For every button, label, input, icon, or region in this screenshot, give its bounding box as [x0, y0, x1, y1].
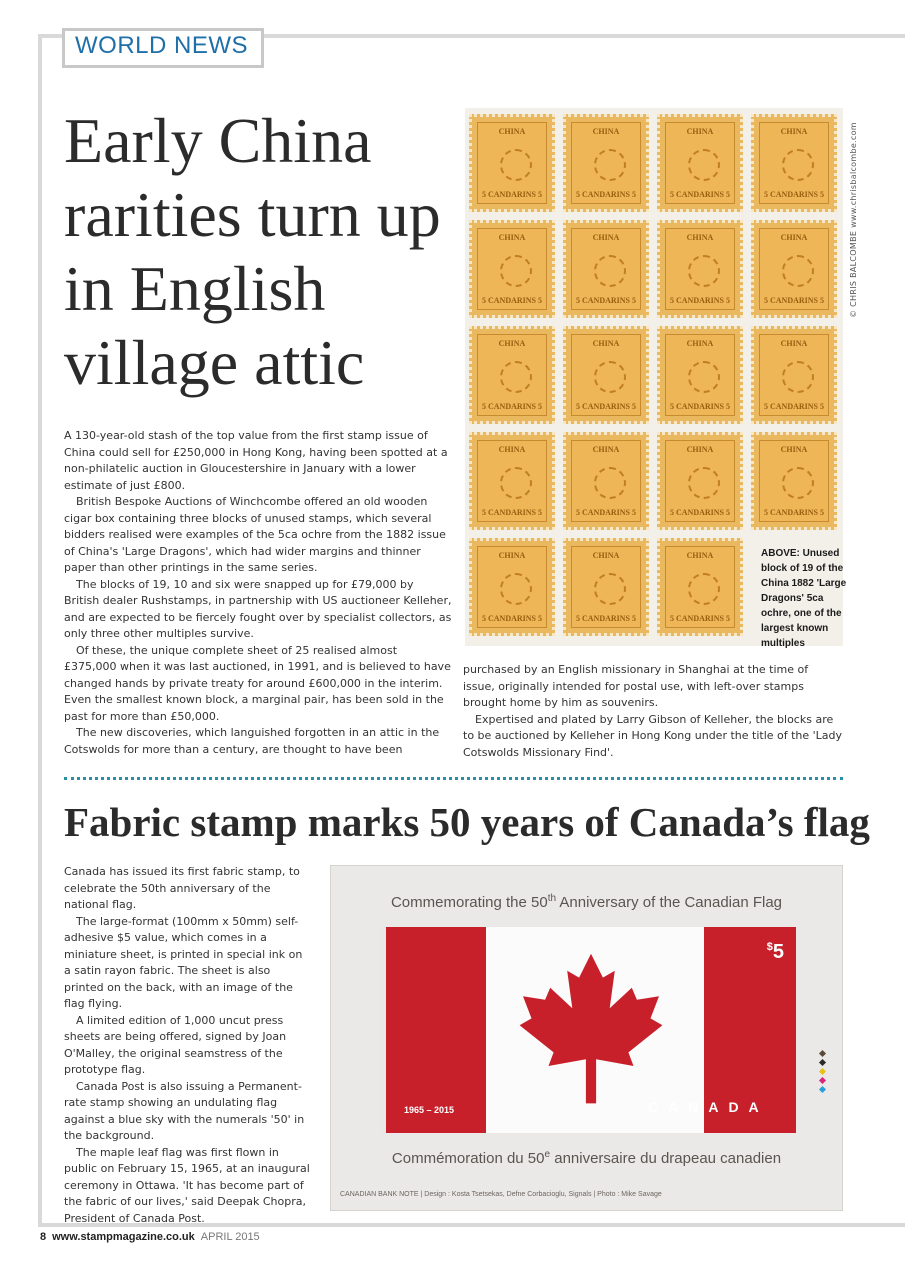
china-large-dragon-stamp: [657, 326, 743, 424]
dragon-icon: [782, 149, 814, 181]
stamp-frame: [571, 228, 641, 310]
dragon-icon: [688, 255, 720, 287]
article2-paragraph: Canada has issued its first fabric stamp, to celebrate the 50th anniversary of the national flag.: [64, 865, 300, 911]
stamp-bottom-text: 5 CANDARINS 5: [763, 402, 824, 411]
dragon-icon: [594, 573, 626, 605]
stamp-bottom-text: 5 CANDARINS 5: [763, 296, 824, 305]
china-large-dragon-stamp: [657, 432, 743, 530]
stamp-top-text: CHINA: [498, 127, 526, 136]
china-large-dragon-stamp: [751, 432, 837, 530]
article1-headline: Early China rarities turn up in English village attic: [64, 105, 441, 398]
article1-paragraph: The new discoveries, which languished forgotten in an attic in the Cotswolds for more than a century, are thought to have been: [64, 726, 440, 756]
dragon-icon: [500, 573, 532, 605]
stamp-top-text: CHINA: [780, 127, 808, 136]
stamp-top-text: CHINA: [498, 551, 526, 560]
china-large-dragon-stamp: [563, 538, 649, 636]
article2-paragraph: The maple leaf flag was first flown in public on February 15, 1965, at an inaugural ceremony in Ottawa. 'It has become part of the fabric of our lives,' said Deepak Chopra, President of Canada Post.: [64, 1145, 310, 1225]
dragon-icon: [500, 361, 532, 393]
china-large-dragon-stamp: [469, 432, 555, 530]
page-frame-left: [38, 34, 42, 1227]
stamp-bottom-text: 5 CANDARINS 5: [481, 508, 542, 517]
sheet-printer-credit: CANADIAN BANK NOTE | Design : Kosta Tsetsekas, Defne Corbacioglu, Signals | Photo : Mike Savage: [340, 1191, 662, 1198]
china-large-dragon-stamp: [469, 326, 555, 424]
stamp-top-text: CHINA: [498, 339, 526, 348]
stamp-frame: [571, 440, 641, 522]
stamp-frame: [759, 334, 829, 416]
article1-column-right: [463, 662, 843, 761]
dragon-icon: [500, 149, 532, 181]
stamp-bottom-text: 5 CANDARINS 5: [481, 190, 542, 199]
article1-paragraph: The blocks of 19, 10 and six were snapped up for £79,000 by British dealer Rushstamps, in partnership with US auctioneer Kelleher, and are expected to be fiercely fought over by specialist collectors, as only three other multiples survive.: [64, 577, 452, 640]
dragon-icon: [688, 361, 720, 393]
stamp-top-text: CHINA: [686, 551, 714, 560]
stamp-bottom-text: 5 CANDARINS 5: [669, 190, 730, 199]
dragon-icon: [594, 361, 626, 393]
stamp-top-text: CHINA: [780, 445, 808, 454]
stamp-bottom-text: 5 CANDARINS 5: [669, 296, 730, 305]
stamp-bottom-text: 5 CANDARINS 5: [575, 402, 636, 411]
article2-paragraph: Canada Post is also issuing a Permanent-rate stamp showing an undulating flag against a blue sky with the numerals '50' in the background.: [64, 1079, 305, 1142]
article2-headline: Fabric stamp marks 50 years of Canada’s flag: [64, 799, 870, 845]
stamp-top-text: CHINA: [686, 339, 714, 348]
dragon-icon: [594, 467, 626, 499]
sheet-title-english: Commemorating the 50th Anniversary of the Canadian Flag: [390, 893, 783, 911]
china-large-dragon-stamp: [563, 220, 649, 318]
stamp-top-text: CHINA: [592, 445, 620, 454]
china-large-dragon-stamp: [469, 220, 555, 318]
stamp-frame: [571, 122, 641, 204]
stamp-top-text: CHINA: [592, 551, 620, 560]
stamp-bottom-text: 5 CANDARINS 5: [481, 296, 542, 305]
stamp-years: 1965 – 2015: [404, 1105, 455, 1115]
dragon-icon: [500, 467, 532, 499]
stamp-frame: [477, 122, 547, 204]
stamp-top-text: CHINA: [686, 445, 714, 454]
stamp-bottom-text: 5 CANDARINS 5: [575, 296, 636, 305]
article1-paragraph: Of these, the unique complete sheet of 25 realised almost £375,000 when it was last auctioned, in 1991, and is believed to have changed hands by private treaty for around £600,000 in the interim. Even the smallest known block, a marginal pair, has been sold in the past for more than £50,000.: [64, 643, 451, 723]
photo-caption: ABOVE: Unused block of 19 of the China 1882 'Large Dragons' 5ca ochre, one of the largest known multiples: [761, 548, 847, 649]
stamp-frame: [477, 228, 547, 310]
article2-paragraph: A limited edition of 1,000 uncut press sheets are being offered, signed by Joan O'Malley, the original seamstress of the prototype flag.: [64, 1013, 287, 1076]
article1-column-left: [64, 428, 452, 758]
article2-column: [64, 864, 312, 1227]
stamp-frame: [571, 546, 641, 628]
stamp-top-text: CHINA: [592, 233, 620, 242]
flag-red-band-left: [386, 927, 486, 1133]
stamp-frame: [665, 440, 735, 522]
stamp-top-text: CHINA: [498, 233, 526, 242]
stamp-bottom-text: 5 CANDARINS 5: [575, 190, 636, 199]
china-large-dragon-stamp: [751, 220, 837, 318]
stamp-top-text: CHINA: [592, 127, 620, 136]
china-large-dragon-stamp: [469, 538, 555, 636]
china-large-dragon-stamp: [563, 432, 649, 530]
stamp-top-text: CHINA: [592, 339, 620, 348]
stamp-frame: [759, 122, 829, 204]
dragon-icon: [500, 255, 532, 287]
stamp-bottom-text: 5 CANDARINS 5: [763, 508, 824, 517]
stamp-bottom-text: 5 CANDARINS 5: [481, 402, 542, 411]
dragon-icon: [688, 467, 720, 499]
dragon-icon: [688, 573, 720, 605]
china-large-dragon-stamp: [563, 114, 649, 212]
china-large-dragon-stamp: [751, 326, 837, 424]
stamp-denomination: $5: [766, 941, 784, 963]
stamp-frame: [477, 440, 547, 522]
article1-paragraph: A 130-year-old stash of the top value from the first stamp issue of China could sell for £250,000 in Hong Kong, having been spotted at a non-philatelic auction in Gloucestershire in January with a lower estimate of just £800.: [64, 429, 448, 492]
stamp-top-text: CHINA: [686, 233, 714, 242]
stamp-frame: [759, 440, 829, 522]
colour-registration-marks: [820, 1051, 826, 1096]
photo-credit: © CHRIS BALCOMBE www.chrisbalcombe.com: [849, 122, 858, 318]
footer-url[interactable]: www.stampmagazine.co.uk: [52, 1231, 195, 1243]
article1-paragraph: Expertised and plated by Larry Gibson of Kelleher, the blocks are to be auctioned by Kelleher in Hong Kong under the title of the 'Lady Cotswolds Missionary Find'.: [463, 712, 843, 759]
article2-paragraph: The large-format (100mm x 50mm) self-adhesive $5 value, which comes in a miniature sheet, is printed in special ink on a satin rayon fabric. The sheet is also printed on the back, with an image of the flag flying.: [64, 914, 303, 1010]
stamp-frame: [571, 334, 641, 416]
stamp-bottom-text: 5 CANDARINS 5: [481, 614, 542, 623]
dragon-icon: [782, 467, 814, 499]
stamp-bottom-text: 5 CANDARINS 5: [669, 402, 730, 411]
stamp-frame: [759, 228, 829, 310]
stamp-bottom-text: 5 CANDARINS 5: [763, 190, 824, 199]
china-large-dragon-stamp: [563, 326, 649, 424]
china-large-dragon-stamp: [657, 114, 743, 212]
dragon-icon: [782, 255, 814, 287]
stamp-frame: [477, 546, 547, 628]
section-divider: [64, 777, 843, 780]
stamp-frame: [665, 228, 735, 310]
stamp-bottom-text: 5 CANDARINS 5: [575, 614, 636, 623]
stamp-country: CANADA: [648, 1099, 769, 1115]
china-large-dragon-stamp: [657, 220, 743, 318]
issue-date: APRIL 2015: [200, 1231, 260, 1243]
stamp-frame: [665, 334, 735, 416]
dragon-icon: [782, 361, 814, 393]
stamp-frame: [477, 334, 547, 416]
canada-flag-stamp: [380, 927, 796, 1133]
china-large-dragon-stamp: [751, 114, 837, 212]
stamp-top-text: CHINA: [498, 445, 526, 454]
stamp-frame: [665, 546, 735, 628]
dragon-icon: [594, 149, 626, 181]
maple-leaf-icon: [506, 947, 676, 1117]
stamp-top-text: CHINA: [780, 339, 808, 348]
stamp-bottom-text: 5 CANDARINS 5: [669, 508, 730, 517]
article1-paragraph: British Bespoke Auctions of Winchcombe offered an old wooden cigar box containing three blocks of unused stamps, which several bidders realised were examples of the 5ca ochre from the 1882 issue of China's 'Large Dragons', which had wider margins and thinner paper than other printings in the same series.: [64, 495, 446, 574]
dragon-icon: [688, 149, 720, 181]
canada-flag-miniature-sheet: [330, 865, 843, 1211]
stamp-bottom-text: 5 CANDARINS 5: [669, 614, 730, 623]
stamp-frame: [665, 122, 735, 204]
section-label: WORLD NEWS: [75, 32, 248, 59]
dragon-icon: [594, 255, 626, 287]
page-footer: [40, 1231, 260, 1243]
china-large-dragon-stamp: [657, 538, 743, 636]
stamp-bottom-text: 5 CANDARINS 5: [575, 508, 636, 517]
stamp-top-text: CHINA: [686, 127, 714, 136]
page-number: 8: [40, 1231, 47, 1243]
china-large-dragon-stamp: [469, 114, 555, 212]
stamp-top-text: CHINA: [780, 233, 808, 242]
article1-paragraph: purchased by an English missionary in Shanghai at the time of issue, originally intended for postal use, with left-over stamps brought home by him as souvenirs.: [463, 663, 809, 709]
sheet-title-french: Commémoration du 50e anniversaire du drapeau canadien: [391, 1149, 782, 1167]
